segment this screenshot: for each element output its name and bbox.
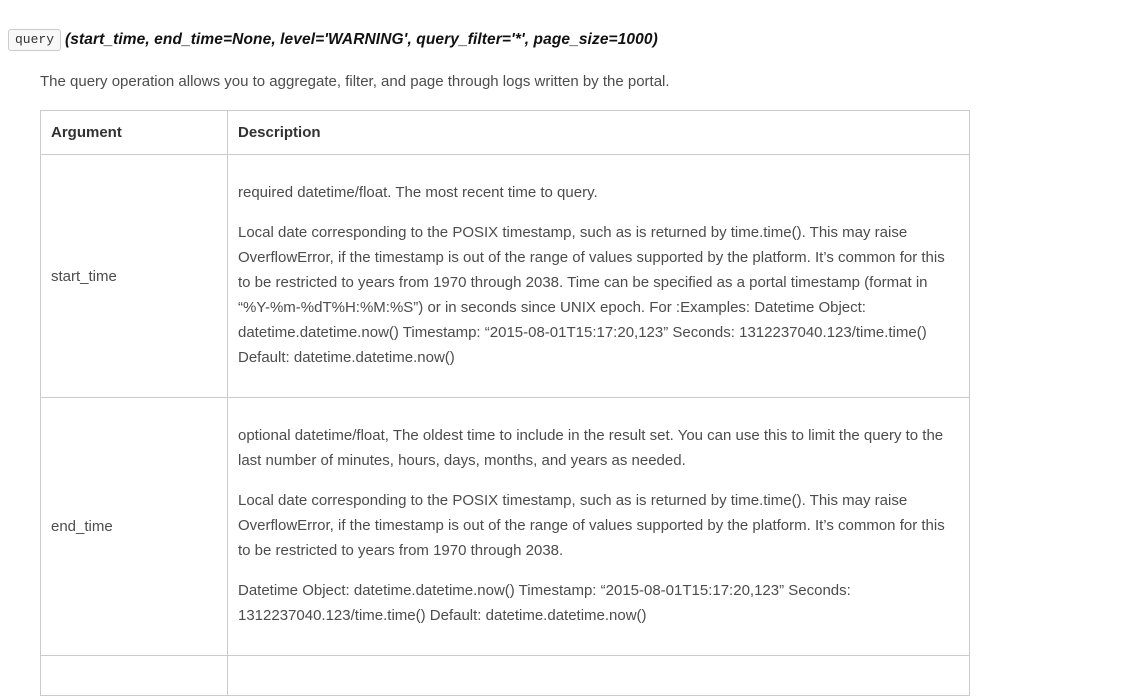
description-paragraph: Datetime Object: datetime.datetime.now() Timestamp: “2015-08-01T15:17:20,123” Seconds: 1312237040.123/time.time() Default: datetime.datetime.now() [238, 582, 851, 624]
argument-cell [41, 656, 228, 696]
argument-cell: end_time [41, 398, 228, 656]
description-cell [228, 155, 970, 398]
table-row [41, 398, 970, 656]
arguments-table [40, 110, 970, 696]
function-signature [8, 29, 1133, 51]
function-params: (start_time, end_time=None, level='WARNING', query_filter='*', page_size=1000) [65, 31, 658, 48]
description-column-header: Description [228, 111, 970, 155]
description-paragraph: required datetime/float. The most recent time to query. [238, 184, 598, 201]
arguments-table-head [41, 111, 970, 155]
header-row [41, 111, 970, 155]
arguments-table-container [40, 110, 970, 696]
intro-paragraph: The query operation allows you to aggregate, filter, and page through logs written by the portal. [40, 73, 670, 90]
description-paragraph: optional datetime/float, The oldest time to include in the result set. You can use this to limit the query to the last number of minutes, hours, days, months, and years as needed. [238, 427, 944, 469]
description-paragraph: Local date corresponding to the POSIX timestamp, such as is returned by time.time(). This may raise OverflowError, if the timestamp is out of the range of values supported by the platform. It’s common for this to be restricted to years from 1970 through 2038. [238, 492, 945, 559]
function-name-code-chip: query [8, 29, 61, 51]
table-row-partial [41, 656, 970, 696]
argument-column-header: Argument [41, 111, 228, 155]
description-cell [228, 398, 970, 656]
description-cell [228, 656, 970, 696]
description-paragraph: Local date corresponding to the POSIX timestamp, such as is returned by time.time(). This may raise OverflowError, if the timestamp is out of the range of values supported by the platform. It’s common for this to be restricted to years from 1970 through 2038. Time can be specified as a portal timestamp (format in “%Y-%m-%dT%H:%M:%S”) or in seconds since UNIX epoch. For :Examples: Datetime Object: datetime.datetime.now() Timestamp: “2015-08-01T15:17:20,123” Seconds: 1312237040.123/time.time() Default: datetime.datetime.now() [238, 224, 945, 366]
argument-cell: start_time [41, 155, 228, 398]
table-row [41, 155, 970, 398]
args-table-body [41, 155, 970, 696]
